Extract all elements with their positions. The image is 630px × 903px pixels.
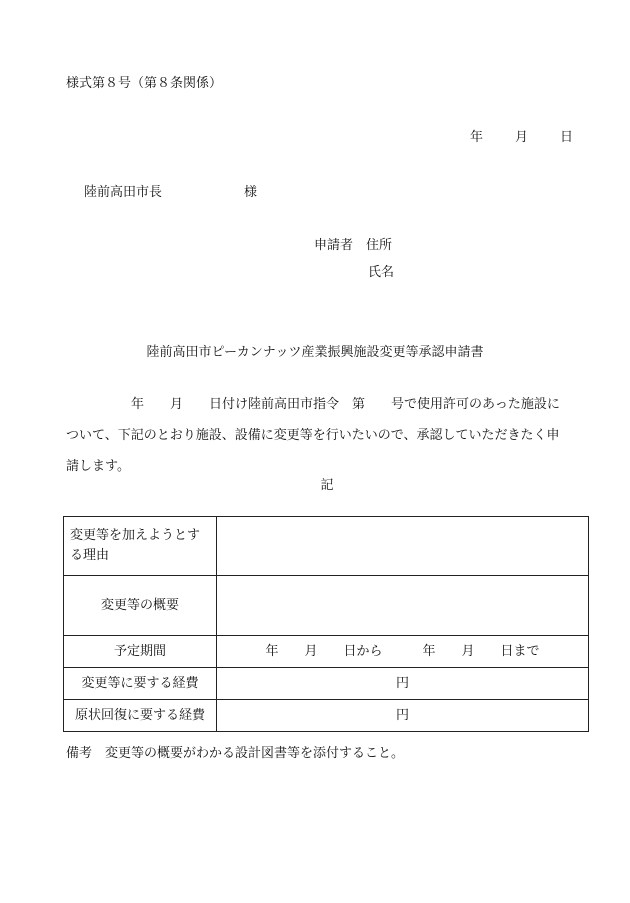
period-from-month: 月 (304, 643, 318, 659)
table-row-period (64, 636, 589, 668)
restore-value[interactable] (217, 700, 589, 732)
table-row-cost (64, 668, 589, 700)
cost-value[interactable] (217, 668, 589, 700)
table-row-restore (64, 700, 589, 732)
cost-unit: 円 (395, 675, 409, 691)
period-from-year: 年 (265, 643, 279, 659)
applicant-name-label: 氏名 (368, 265, 395, 280)
restore-label: 原状回復に要する経費 (64, 700, 217, 732)
period-from-suffix: 日から (343, 643, 383, 659)
body-line-3: 請します。 (66, 459, 130, 474)
remarks: 備考 変更等の概要がわかる設計図書等を添付すること。 (66, 746, 405, 761)
body-line-2: ついて、下記のとおり施設、設備に変更等を行いたいので、承認していただきたく申 (66, 428, 560, 443)
applicant-address-label: 申請者 住所 (314, 238, 393, 253)
period-to-suffix: 日まで (500, 643, 540, 659)
reason-label: 変更等を加えようとする理由 (64, 517, 217, 576)
period-to-month: 月 (461, 643, 475, 659)
document-title: 陸前高田市ピーカンナッツ産業振興施設変更等承認申請書 (146, 345, 484, 360)
body-line-1: 年 月 日付け陸前高田市指令 第 号で使用許可のあった施設に (66, 397, 560, 412)
summary-label: 変更等の概要 (64, 576, 217, 636)
date-day: 日 (560, 130, 574, 145)
date-year: 年 (470, 130, 484, 145)
period-label: 予定期間 (64, 636, 217, 668)
date-line (470, 126, 573, 145)
addressee-honorific: 様 (244, 185, 258, 200)
summary-value[interactable] (217, 576, 589, 636)
restore-unit: 円 (395, 707, 409, 723)
cost-label: 変更等に要する経費 (64, 668, 217, 700)
table-row-summary (64, 576, 589, 636)
ki-heading: 記 (320, 478, 334, 493)
date-month: 月 (515, 130, 529, 145)
reason-value[interactable] (217, 517, 589, 576)
body-text (66, 389, 588, 482)
addressee-name: 陸前高田市長 (84, 185, 163, 200)
period-to-year: 年 (422, 643, 436, 659)
details-table (63, 516, 589, 732)
table-row-reason (64, 517, 589, 576)
period-value[interactable] (217, 636, 589, 668)
period-fields (223, 642, 582, 662)
addressee (84, 181, 258, 200)
form-number: 様式第８号（第８条関係） (66, 76, 223, 91)
